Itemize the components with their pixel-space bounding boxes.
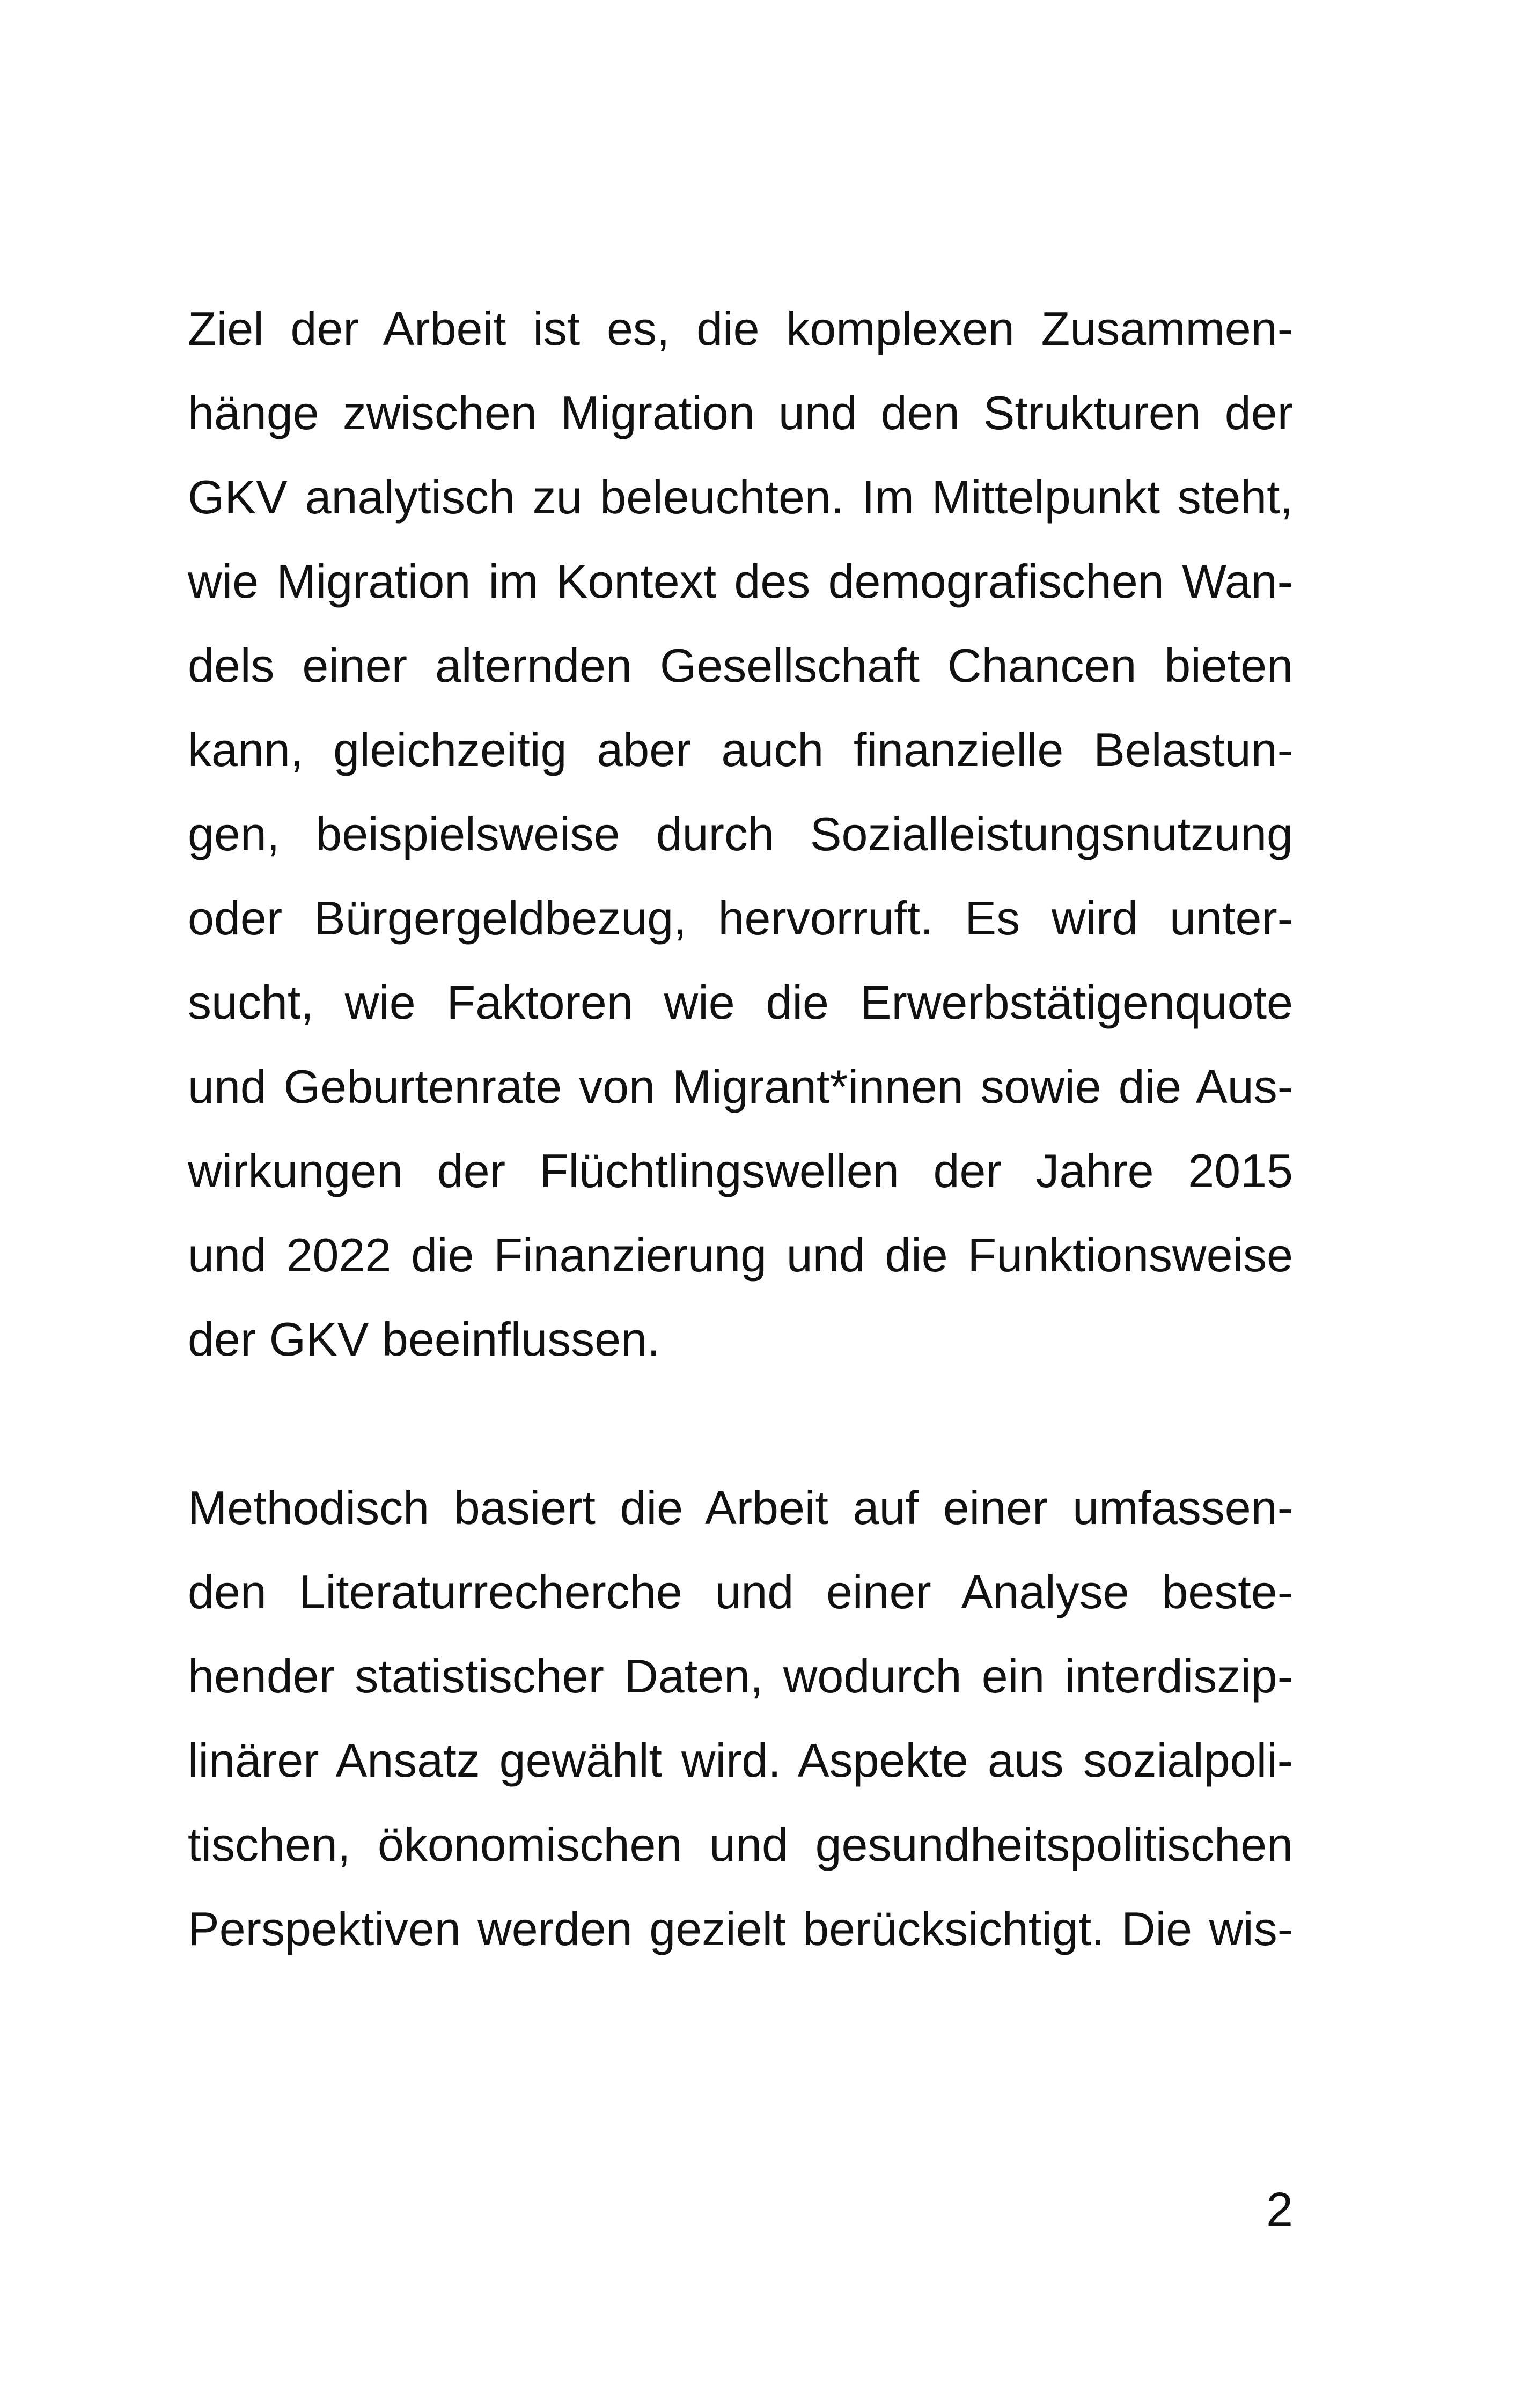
text-line: dels einer alternden Gesellschaft Chancen bieten	[188, 639, 1293, 692]
text-line: Ziel der Arbeit ist es, die komplexen Zusammen-	[188, 302, 1293, 355]
text-line: tischen, ökonomischen und gesundheitspolitischen	[188, 1818, 1293, 1871]
text-line: linärer Ansatz gewählt wird. Aspekte aus sozialpoli-	[188, 1734, 1293, 1787]
text-line: und Geburtenrate von Migrant*innen sowie die Aus-	[188, 1060, 1293, 1113]
text-line: GKV analytisch zu beleuchten. Im Mittelpunkt steht,	[188, 470, 1293, 524]
text-line: oder Bürgergeldbezug, hervorruft. Es wird unter-	[188, 892, 1293, 945]
text-line: gen, beispielsweise durch Sozialleistungsnutzung	[188, 807, 1293, 860]
text-line: hender statistischer Daten, wodurch ein interdiszip-	[188, 1649, 1293, 1703]
text-line: kann, gleichzeitig aber auch finanzielle Belastun-	[188, 723, 1293, 776]
text-line: und 2022 die Finanzierung und die Funktionsweise	[188, 1228, 1293, 1282]
text-line: sucht, wie Faktoren wie die Erwerbstätigenquote	[188, 976, 1293, 1029]
page-number: 2	[1266, 2183, 1293, 2237]
text-line: den Literaturrecherche und einer Analyse beste-	[188, 1565, 1293, 1618]
text-line: Perspektiven werden gezielt berücksichtigt. Die wis-	[188, 1902, 1293, 1955]
text-line: hänge zwischen Migration und den Strukturen der	[188, 386, 1293, 439]
text-line: wie Migration im Kontext des demografischen Wan-	[188, 555, 1293, 608]
text-line: der GKV beeinflussen.	[188, 1313, 660, 1366]
text-line: Methodisch basiert die Arbeit auf einer umfassen-	[188, 1481, 1293, 1534]
text-line: wirkungen der Flüchtlingswellen der Jahre 2015	[188, 1144, 1293, 1197]
paragraph-method	[188, 1466, 1293, 1971]
paragraph-aim	[188, 286, 1293, 1381]
